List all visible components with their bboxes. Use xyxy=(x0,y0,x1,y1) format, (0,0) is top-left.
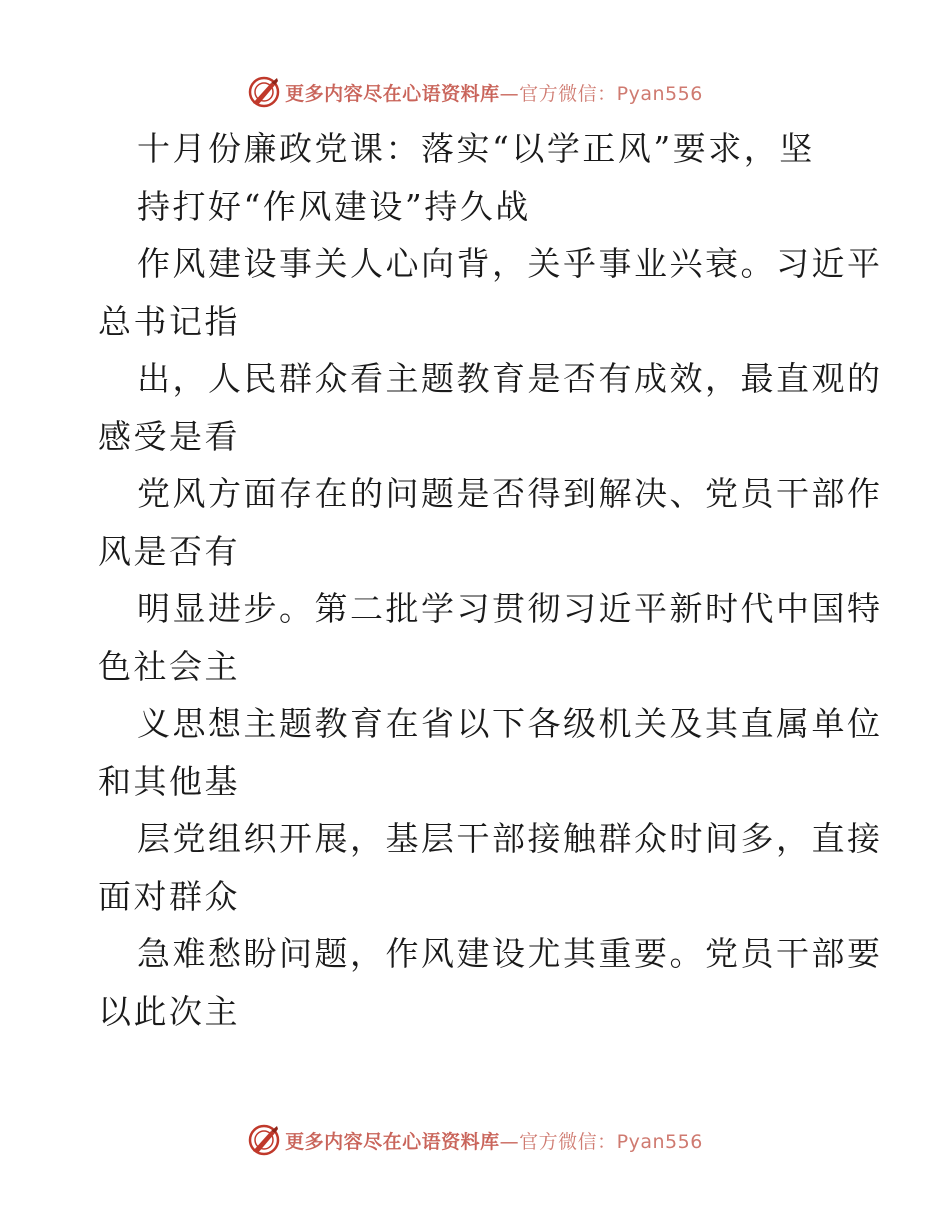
paragraph-line: 风是否有 xyxy=(98,531,240,571)
footer-banner-prefix: 更多内容尽在心语资料库 xyxy=(285,1130,500,1153)
paragraph-line: 层党组织开展，基层干部接触群众时间多，直接 xyxy=(137,819,883,858)
paragraph-line: 和其他基 xyxy=(98,761,240,801)
footer-banner-text xyxy=(285,1127,703,1154)
title-line-1: 十月份廉政党课：落实“以学正风”要求，坚 xyxy=(137,129,815,168)
header-banner-dash: — xyxy=(499,82,520,105)
footer-banner-wechat: 官方微信：Pyan556 xyxy=(519,1130,703,1153)
pen-logo-icon xyxy=(247,75,281,109)
paragraph-line: 感受是看 xyxy=(98,416,240,456)
paragraph-line: 总书记指 xyxy=(98,301,240,341)
paragraph-line: 党风方面存在的问题是否得到解决、党员干部作 xyxy=(137,474,883,513)
paragraph-line: 作风建设事关人心向背，关乎事业兴衰。习近平 xyxy=(137,244,883,283)
footer-banner xyxy=(0,1120,950,1160)
paragraph-line: 色社会主 xyxy=(98,646,240,686)
header-banner-text xyxy=(285,79,703,106)
header-banner xyxy=(0,72,950,112)
paragraph-line: 明显进步。第二批学习贯彻习近平新时代中国特 xyxy=(137,589,883,628)
title-line-2: 持打好“作风建设”持久战 xyxy=(137,186,531,226)
document-body xyxy=(98,120,883,1040)
header-banner-prefix: 更多内容尽在心语资料库 xyxy=(285,82,500,105)
header-banner-wechat: 官方微信：Pyan556 xyxy=(519,82,703,105)
footer-banner-dash: — xyxy=(499,1130,520,1153)
pen-logo-icon xyxy=(247,1123,281,1157)
paragraph-line: 以此次主 xyxy=(98,991,240,1031)
paragraph-line: 急难愁盼问题，作风建设尤其重要。党员干部要 xyxy=(137,934,883,973)
paragraph-line: 义思想主题教育在省以下各级机关及其直属单位 xyxy=(137,704,883,743)
paragraph-line: 面对群众 xyxy=(98,876,240,916)
paragraph-line: 出，人民群众看主题教育是否有成效，最直观的 xyxy=(137,359,883,398)
